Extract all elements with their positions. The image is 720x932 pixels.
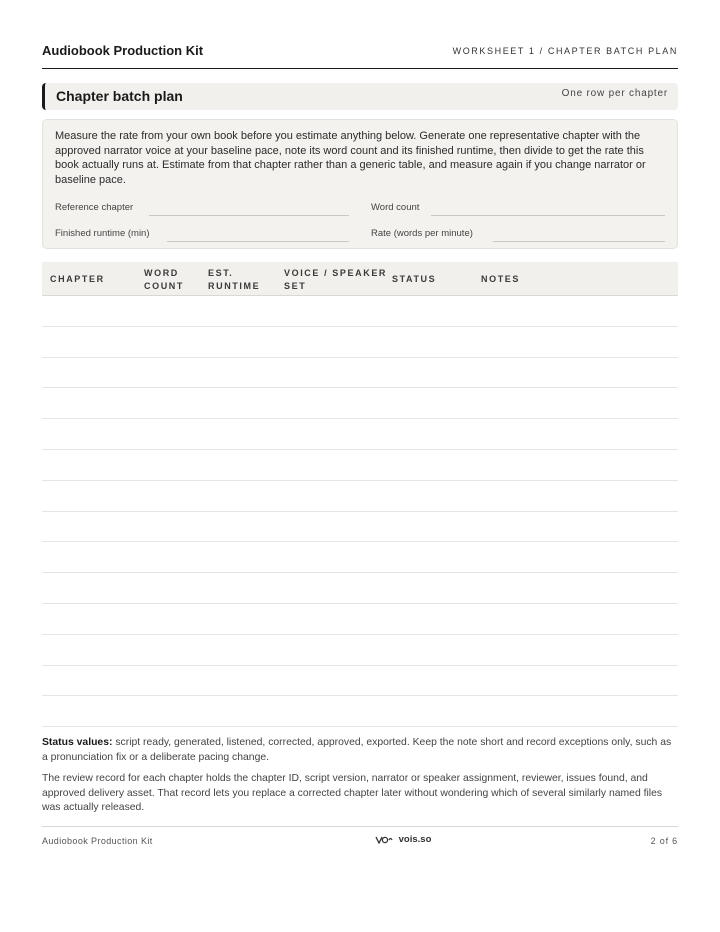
col-est-runtime-line2: RUNTIME [208, 280, 261, 291]
col-status: STATUS [392, 274, 437, 284]
worksheet-label: WORKSHEET 1 / CHAPTER BATCH PLAN [452, 46, 678, 56]
finished-runtime-label: Finished runtime (min) [55, 228, 150, 239]
word-count-field[interactable] [371, 202, 665, 216]
rate-line[interactable] [493, 241, 665, 242]
table-row[interactable] [42, 419, 678, 450]
vois-logo-icon [375, 836, 393, 844]
table-row[interactable] [42, 696, 678, 727]
reference-chapter-field[interactable] [55, 202, 349, 216]
status-values-label: Status values: [42, 737, 113, 748]
review-record-paragraph: The review record for each chapter holds the chapter ID, script version, narrator or speaker assignment, reviewer, issues found, and approved delivery asset. That record lets you replace a corrected chapter later without wondering which of several similarly named files was actually released. [42, 773, 663, 814]
table-row[interactable] [42, 512, 678, 543]
col-notes: NOTES [481, 274, 521, 284]
finished-runtime-field[interactable] [55, 228, 349, 242]
table-row[interactable] [42, 388, 678, 419]
reference-chapter-line[interactable] [149, 215, 349, 216]
col-voice-speaker-set [284, 267, 387, 292]
section-note: One row per chapter [561, 88, 668, 99]
word-count-line[interactable] [431, 215, 665, 216]
col-chapter: CHAPTER [50, 274, 105, 284]
page-number: 2 of 6 [650, 836, 678, 846]
table-row[interactable] [42, 358, 678, 389]
status-values-paragraph [42, 736, 678, 765]
col-word-count-line2: COUNT [144, 280, 184, 291]
page-footer [42, 826, 678, 849]
page-header [42, 42, 678, 69]
instructions-box [42, 119, 678, 249]
reference-chapter-label: Reference chapter [55, 202, 134, 213]
table-row[interactable] [42, 542, 678, 573]
section-title-bar [42, 83, 678, 110]
rate-label: Rate (words per minute) [371, 228, 473, 239]
instructions-text: Measure the rate from your own book before you estimate anything below. Generate one representative chapter with the approved narrator voice at your baseline pace, note its word count and its finished runtime, then divide to get the rate this book actually runs at. Estimate from that chapter rather than a generic table, and measure again if you change narrator or baseline pace. [55, 130, 646, 186]
word-count-label: Word count [371, 202, 420, 213]
col-est-runtime-line1: EST. [208, 268, 234, 278]
table-row[interactable] [42, 481, 678, 512]
rate-field[interactable] [371, 228, 665, 242]
finished-runtime-line[interactable] [167, 241, 349, 242]
col-word-count-line1: WORD [144, 268, 179, 278]
table-row[interactable] [42, 450, 678, 481]
footer-site: vois.so [398, 834, 432, 845]
status-values-text: script ready, generated, listened, corrected, approved, exported. Keep the note short and record exceptions only, such as a pronunciation fix or a deliberate pacing change. [42, 737, 672, 763]
table-row[interactable] [42, 327, 678, 358]
section-title: Chapter batch plan [56, 88, 183, 104]
table-row[interactable] [42, 296, 678, 327]
table-row[interactable] [42, 573, 678, 604]
col-est-runtime [208, 267, 260, 292]
col-voice-line1: VOICE / SPEAKER [284, 268, 388, 278]
footer-brand: Audiobook Production Kit [42, 836, 153, 846]
col-voice-line2: SET [284, 280, 307, 291]
table-row[interactable] [42, 604, 678, 635]
col-word-count [144, 267, 184, 292]
footer-logo [375, 834, 431, 845]
table-row[interactable] [42, 635, 678, 666]
table-row[interactable] [42, 666, 678, 697]
table-header [42, 262, 678, 296]
brand-title: Audiobook Production Kit [42, 43, 204, 58]
